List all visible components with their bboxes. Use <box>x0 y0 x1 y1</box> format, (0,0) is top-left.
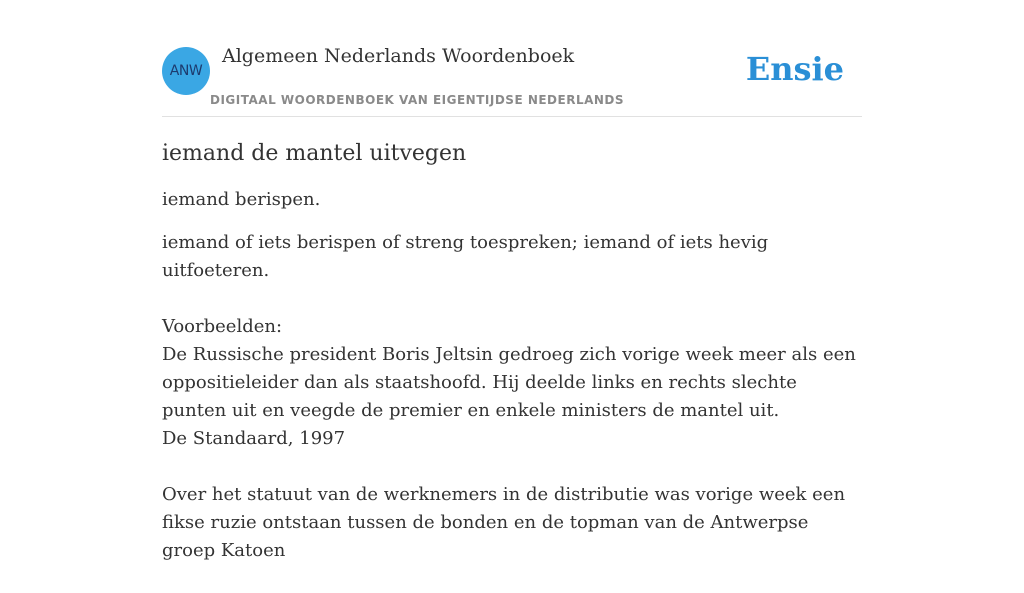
site-subtitle: DIGITAAL WOORDENBOEK VAN EIGENTIJDSE NEDERLANDS <box>210 93 625 107</box>
examples-label: Voorbeelden: <box>162 316 283 337</box>
entry-term: iemand de mantel uitvegen <box>162 141 467 166</box>
ensie-brand-link[interactable]: Ensie <box>745 50 844 88</box>
site-header <box>162 40 862 117</box>
entry-content <box>162 136 862 593</box>
site-title[interactable]: Algemeen Nederlands Woordenboek <box>222 45 575 67</box>
anw-logo[interactable]: ANW <box>162 47 210 95</box>
example-item <box>162 481 862 565</box>
example-text: Over het statuut van de werknemers in de distributie was vorige week een fikse ruzie ontstaan tussen de bonden en de topman van de Antwerpse groep Katoen <box>162 484 846 561</box>
example-item <box>162 341 862 453</box>
examples-section <box>162 313 862 565</box>
example-source: De Standaard, 1997 <box>162 428 346 449</box>
long-definition: iemand of iets berispen of streng toespreken; iemand of iets hevig uitfoeteren. <box>162 232 769 281</box>
example-text: De Russische president Boris Jeltsin gedroeg zich vorige week meer als een oppositieleider dan als staatshoofd. Hij deelde links en rechts slechte punten uit en veegde de premier en enkele ministers de mantel uit. <box>162 344 856 421</box>
short-definition: iemand berispen. <box>162 189 321 210</box>
